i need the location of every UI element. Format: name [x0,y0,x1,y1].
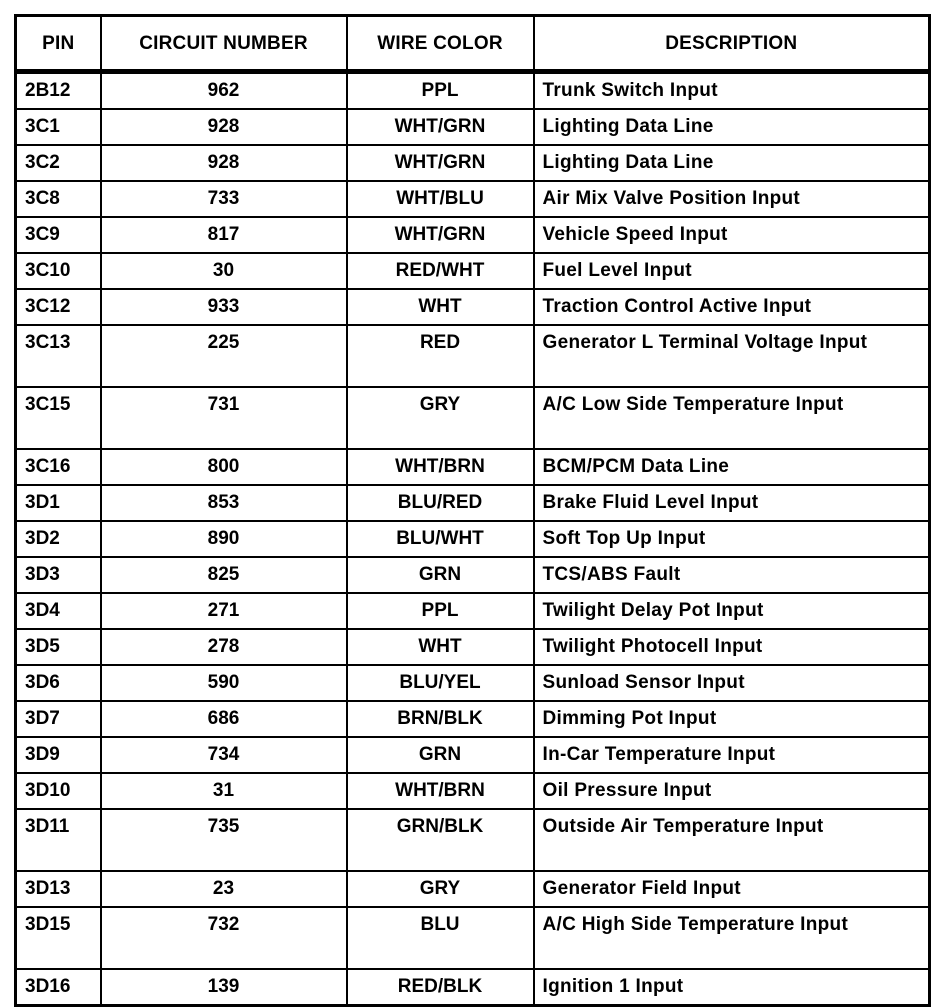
wire-color-cell: WHT/GRN [347,217,534,253]
circuit-number-cell: 731 [101,387,347,449]
pin-cell: 3D2 [16,521,101,557]
description-cell: Trunk Switch Input [534,72,930,110]
table-row [16,325,930,387]
table-row [16,72,930,110]
pin-cell: 3C16 [16,449,101,485]
wire-color-cell: BRN/BLK [347,701,534,737]
pin-cell: 3C13 [16,325,101,387]
description-cell: A/C High Side Temperature Input [534,907,930,969]
pin-cell: 3C2 [16,145,101,181]
wire-color-cell: RED [347,325,534,387]
table-row [16,145,930,181]
wire-color-cell: BLU [347,907,534,969]
wire-color-cell: GRN [347,737,534,773]
circuit-number-cell: 800 [101,449,347,485]
pin-cell: 3D10 [16,773,101,809]
wire-color-cell: WHT/GRN [347,145,534,181]
description-cell: BCM/PCM Data Line [534,449,930,485]
pin-cell: 3C1 [16,109,101,145]
table-row [16,521,930,557]
circuit-number-cell: 686 [101,701,347,737]
description-cell: Oil Pressure Input [534,773,930,809]
circuit-number-cell: 732 [101,907,347,969]
circuit-number-cell: 928 [101,145,347,181]
description-cell: Soft Top Up Input [534,521,930,557]
description-cell: A/C Low Side Temperature Input [534,387,930,449]
circuit-number-cell: 817 [101,217,347,253]
description-cell: Twilight Photocell Input [534,629,930,665]
circuit-number-cell: 962 [101,72,347,110]
pin-cell: 3C8 [16,181,101,217]
table-body [16,72,930,1006]
pin-cell: 3D13 [16,871,101,907]
table-row [16,773,930,809]
table-row [16,485,930,521]
description-cell: Brake Fluid Level Input [534,485,930,521]
pin-circuit-table [14,14,931,1007]
circuit-number-cell: 825 [101,557,347,593]
description-cell: Generator Field Input [534,871,930,907]
description-cell: Ignition 1 Input [534,969,930,1006]
description-cell: In-Car Temperature Input [534,737,930,773]
table-row [16,593,930,629]
wire-color-cell: WHT/GRN [347,109,534,145]
table-row [16,969,930,1006]
circuit-number-cell: 928 [101,109,347,145]
pin-cell: 3C10 [16,253,101,289]
pin-cell: 3C15 [16,387,101,449]
wire-color-cell: WHT [347,629,534,665]
circuit-number-cell: 23 [101,871,347,907]
pin-cell: 3D6 [16,665,101,701]
description-cell: Lighting Data Line [534,145,930,181]
wire-color-cell: GRN [347,557,534,593]
pin-cell: 3D9 [16,737,101,773]
wire-color-cell: WHT [347,289,534,325]
wire-color-cell: GRN/BLK [347,809,534,871]
pin-cell: 3D15 [16,907,101,969]
wire-color-cell: BLU/WHT [347,521,534,557]
description-cell: Sunload Sensor Input [534,665,930,701]
header-row [16,16,930,72]
description-cell: Outside Air Temperature Input [534,809,930,871]
circuit-number-cell: 933 [101,289,347,325]
wire-color-cell: WHT/BRN [347,449,534,485]
circuit-number-cell: 225 [101,325,347,387]
circuit-number-cell: 31 [101,773,347,809]
header-description: DESCRIPTION [534,16,930,72]
wire-color-cell: BLU/RED [347,485,534,521]
table-row [16,289,930,325]
circuit-number-cell: 733 [101,181,347,217]
wire-color-cell: WHT/BRN [347,773,534,809]
table-row [16,907,930,969]
table-row [16,665,930,701]
wire-color-cell: WHT/BLU [347,181,534,217]
table-row [16,181,930,217]
table-row [16,871,930,907]
table-row [16,109,930,145]
description-cell: TCS/ABS Fault [534,557,930,593]
header-pin: PIN [16,16,101,72]
wire-color-cell: GRY [347,387,534,449]
wire-color-cell: PPL [347,72,534,110]
wire-color-cell: RED/BLK [347,969,534,1006]
pin-cell: 2B12 [16,72,101,110]
pin-cell: 3D4 [16,593,101,629]
pin-cell: 3D11 [16,809,101,871]
header-wire-color: WIRE COLOR [347,16,534,72]
circuit-number-cell: 139 [101,969,347,1006]
table-row [16,557,930,593]
pin-cell: 3D5 [16,629,101,665]
circuit-number-cell: 278 [101,629,347,665]
wire-color-cell: PPL [347,593,534,629]
table-row [16,701,930,737]
pin-cell: 3D16 [16,969,101,1006]
wire-color-cell: GRY [347,871,534,907]
wire-color-cell: BLU/YEL [347,665,534,701]
table-row [16,387,930,449]
description-cell: Dimming Pot Input [534,701,930,737]
circuit-number-cell: 890 [101,521,347,557]
table-row [16,253,930,289]
circuit-number-cell: 853 [101,485,347,521]
description-cell: Air Mix Valve Position Input [534,181,930,217]
circuit-number-cell: 590 [101,665,347,701]
pin-cell: 3D1 [16,485,101,521]
wire-color-cell: RED/WHT [347,253,534,289]
circuit-number-cell: 734 [101,737,347,773]
table-row [16,629,930,665]
pin-cell: 3C9 [16,217,101,253]
pin-cell: 3D3 [16,557,101,593]
pin-cell: 3D7 [16,701,101,737]
table-row [16,449,930,485]
pin-cell: 3C12 [16,289,101,325]
table-row [16,809,930,871]
description-cell: Generator L Terminal Voltage Input [534,325,930,387]
circuit-number-cell: 30 [101,253,347,289]
description-cell: Vehicle Speed Input [534,217,930,253]
description-cell: Traction Control Active Input [534,289,930,325]
table-row [16,217,930,253]
circuit-number-cell: 271 [101,593,347,629]
header-circuit-number: CIRCUIT NUMBER [101,16,347,72]
description-cell: Fuel Level Input [534,253,930,289]
circuit-number-cell: 735 [101,809,347,871]
description-cell: Twilight Delay Pot Input [534,593,930,629]
description-cell: Lighting Data Line [534,109,930,145]
table-row [16,737,930,773]
